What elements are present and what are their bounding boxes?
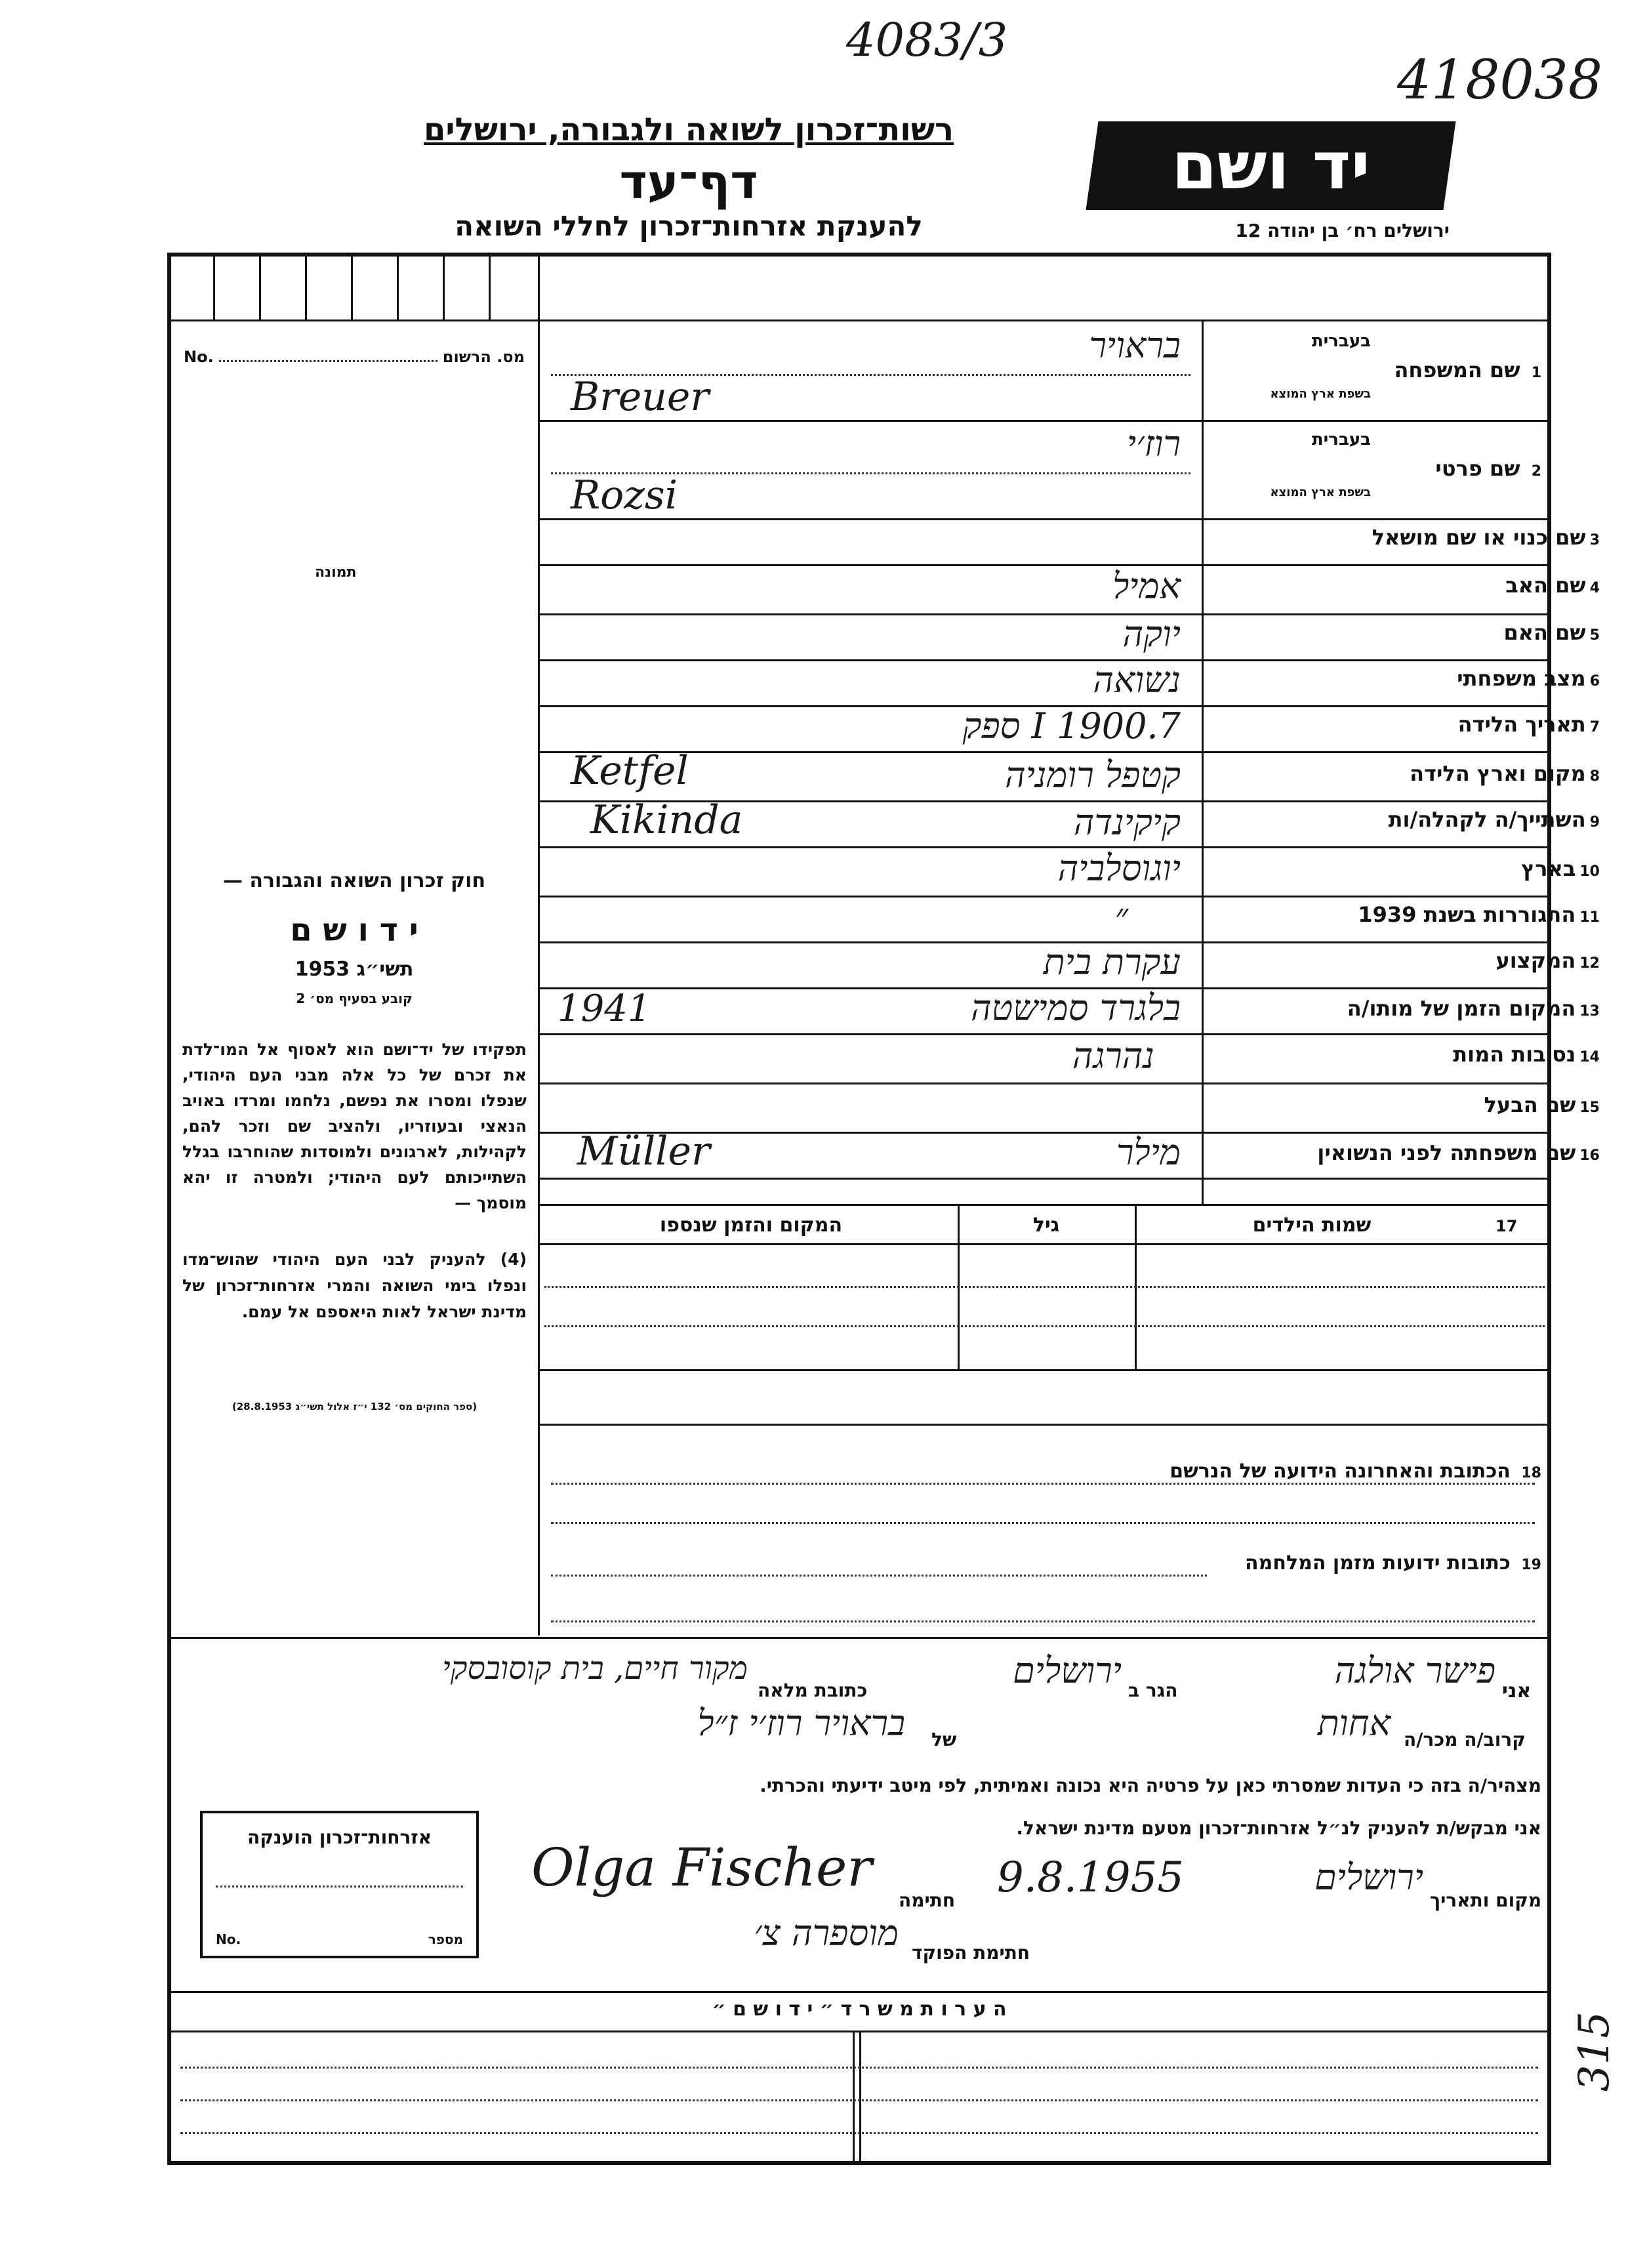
children-col-names: שמות הילדים <box>1252 1214 1372 1237</box>
field-15-num: 15 <box>1579 1100 1600 1116</box>
field-13-label: המקום הזמן של מותו/ה <box>1347 996 1576 1021</box>
citizenship-number-prefix: No. <box>216 1931 241 1947</box>
page-id-number: 418038 <box>1397 49 1603 112</box>
authority-name: רשות־זכרון לשואה ולגבורה, ירושלים <box>423 112 954 148</box>
photo-label: תמונה <box>315 564 357 581</box>
field-11-value: ״ <box>1114 896 1128 937</box>
citizenship-number-label: מספר <box>428 1931 463 1947</box>
field-8-native-value: Ketfel <box>571 748 689 794</box>
field-16-label: שם משפחתה לפני הנשואין <box>1317 1140 1576 1165</box>
field-5-value: יוקה <box>1122 613 1181 655</box>
officer-signature: מוספרה צ׳ <box>754 1912 899 1954</box>
reg-label: מס. הרשום <box>442 348 525 366</box>
field-2-num: 2 <box>1531 463 1541 480</box>
law-year: תשי״ג 1953 <box>295 958 414 981</box>
field-8-value: קטפל רומניה <box>1005 754 1181 796</box>
reg-prefix: No. <box>184 348 214 366</box>
field-9-num: 9 <box>1589 814 1600 831</box>
law-text-2: (4) להעניק לבני העם היהודי שהוש־מדו ונפלו בימי השואה והמרי אזרחות־זכרון של מדינת ישראל לאות היאספם אל עמם. <box>182 1250 527 1321</box>
field-2-sub-hebrew: בעברית <box>1311 430 1371 449</box>
field-1-label: שם המשפחה <box>1394 358 1520 382</box>
field-5-num: 5 <box>1589 627 1600 644</box>
declarant-of-name: בראויר רוז׳י ז״ל <box>697 1702 905 1744</box>
field-2-sub-native: בשפת ארץ המוצא <box>1270 485 1371 499</box>
form-subtitle: להענקת אזרחות־זכרון לחללי השואה <box>455 210 923 242</box>
officer-label: חתימת הפוקד <box>912 1942 1030 1964</box>
field-4-label: שם האב <box>1505 573 1586 598</box>
field-14-label: נסיבות המות <box>1453 1042 1576 1067</box>
registration-number <box>184 348 525 366</box>
field-2-hebrew-value: רוז׳י <box>1126 423 1181 464</box>
place-date-label: מקום ותאריך <box>1430 1889 1542 1911</box>
declarant-resides-label: הגר ב <box>1128 1680 1178 1701</box>
field-12-num: 12 <box>1579 955 1600 972</box>
field-8-num: 8 <box>1589 768 1600 785</box>
declarant-relation-label: קרוב/ה מכר/ה <box>1404 1729 1526 1750</box>
field-1-native-value: Breuer <box>571 374 710 420</box>
request-text: אני מבקש/ת להעניק לנ״ל אזרחות־זכרון מטעם מדינת ישראל. <box>1016 1817 1541 1839</box>
field-19-label: כתובות ידועות מזמן המלחמה <box>1245 1552 1511 1575</box>
field-6-label: מצב משפחתי <box>1457 666 1586 691</box>
field-12-label: המקצוע <box>1495 948 1576 973</box>
field-7-label: תאריך הלידה <box>1457 712 1586 737</box>
field-10-label: בארץ <box>1521 856 1576 881</box>
field-2-native-value: Rozsi <box>571 472 678 518</box>
declarant-city: ירושלים <box>1013 1650 1122 1691</box>
law-text-1: תפקידו של יד־ושם הוא לאסוף אל המו־לדת את זכרם של כל אלה מבני העם היהודי, שנפלו ומסרו את נפשם, נלחמו ומרדו באויב הנאצי ובעוזריו, ולהציב שם וזכר להם, לקהילות, לארגונים ולמוסדות שהוחרבו בגלל השתייכותם לעם היהודי; ולמטרה זו יהא מוסמך — <box>182 1040 527 1212</box>
declarant-name: פישר אולגה <box>1334 1650 1495 1691</box>
field-18-label: הכתובת והאחרונה הידועה של הנרשם <box>1169 1460 1511 1483</box>
field-6-value: נשואה <box>1093 659 1181 701</box>
law-source: (ספר החוקים מס׳ 132 י״ז אלול תשי״ג 28.8.1953) <box>232 1401 478 1412</box>
field-1-sub-hebrew: בעברית <box>1311 331 1371 351</box>
signature-label: חתימה <box>899 1889 956 1911</box>
form-title: דף־עד <box>619 154 758 209</box>
law-title: חוק זכרון השואה והגבורה — <box>222 869 486 892</box>
field-9-native-value: Kikinda <box>590 797 743 843</box>
law-name: י ד ו ש ם <box>290 912 418 949</box>
children-col-age: גיל <box>1032 1214 1060 1237</box>
margin-page-number: 315 <box>1570 2011 1619 2092</box>
field-16-native-value: Müller <box>577 1128 710 1174</box>
field-17-num: 17 <box>1495 1217 1518 1235</box>
declarant-date: 9.8.1955 <box>997 1853 1184 1902</box>
field-19-num: 19 <box>1521 1557 1541 1573</box>
institution-address: ירושלים רח׳ בן יהודה 12 <box>1235 220 1450 241</box>
field-4-num: 4 <box>1589 580 1600 596</box>
field-1-num: 1 <box>1531 365 1541 381</box>
field-11-num: 11 <box>1579 909 1600 926</box>
field-1-sub-native: בשפת ארץ המוצא <box>1270 387 1371 401</box>
field-16-value: מילר <box>1116 1132 1181 1173</box>
field-5-label: שם האם <box>1503 620 1586 645</box>
field-18-num: 18 <box>1521 1465 1541 1481</box>
yad-vashem-logo <box>1086 121 1456 210</box>
law-clause: קובע בסעיף מס׳ 2 <box>296 991 413 1006</box>
field-9-value: קיקינדה <box>1073 802 1181 843</box>
logo-text: יד ושם <box>1171 127 1370 204</box>
field-13-value: בלגרד סמישטה <box>970 987 1181 1029</box>
field-10-value: יוגוסלביה <box>1057 848 1181 889</box>
declarant-relation: אחות <box>1317 1702 1391 1744</box>
field-7-num: 7 <box>1589 719 1600 735</box>
field-9-label: השתייך/ה לקהלה/ות <box>1388 807 1586 832</box>
children-col-place: המקום והזמן שנספו <box>659 1214 843 1237</box>
declarant-address-label: כתובת מלאה <box>758 1680 868 1701</box>
field-1-hebrew-value: בראויר <box>1089 325 1181 366</box>
declarant-address: מקור חיים, בית קוסובסקי <box>442 1650 748 1687</box>
field-2-label: שם פרטי <box>1435 456 1520 481</box>
declarant-place: ירושלים <box>1314 1857 1423 1898</box>
citizenship-granted-box <box>200 1811 479 1958</box>
declarant-of-label: של <box>931 1729 957 1750</box>
field-3-num: 3 <box>1589 532 1600 548</box>
declare-text: מצהיר/ה בזה כי העדות שמסרתי כאן על פרטיה היא נכונה ואמיתית, לפי מיטב ידיעתי והכרתי. <box>760 1775 1541 1796</box>
office-notes-title: ה ע ר ו ת מ ש ר ד ״ י ד ו ש ם ״ <box>712 1998 1007 2021</box>
citizenship-box-title: אזרחות־זכרון הוענקה <box>247 1826 432 1848</box>
field-13-num: 13 <box>1579 1003 1600 1020</box>
field-3-label: שם כנוי או שם מושאל <box>1372 525 1586 550</box>
field-12-value: עקרת בית <box>1043 941 1181 983</box>
field-15-label: שם הבעל <box>1484 1092 1576 1117</box>
declarant-i-label: אני <box>1502 1680 1532 1702</box>
field-13-year: 1941 <box>558 987 651 1030</box>
field-7-value: 7.I 1900 ספק <box>962 705 1181 747</box>
field-11-label: התגוררות בשנת 1939 <box>1358 902 1576 927</box>
field-14-value: נהרגה <box>1072 1035 1154 1077</box>
field-4-value: אמיל <box>1112 566 1181 607</box>
archive-ref-number: 4083/3 <box>846 13 1008 67</box>
field-6-num: 6 <box>1589 673 1600 690</box>
field-8-label: מקום וארץ הלידה <box>1410 761 1586 786</box>
declarant-signature: Olga Fischer <box>531 1837 872 1898</box>
reg-dots <box>219 348 437 362</box>
field-10-num: 10 <box>1579 863 1600 880</box>
field-14-num: 14 <box>1579 1049 1600 1065</box>
field-16-num: 16 <box>1579 1147 1600 1164</box>
